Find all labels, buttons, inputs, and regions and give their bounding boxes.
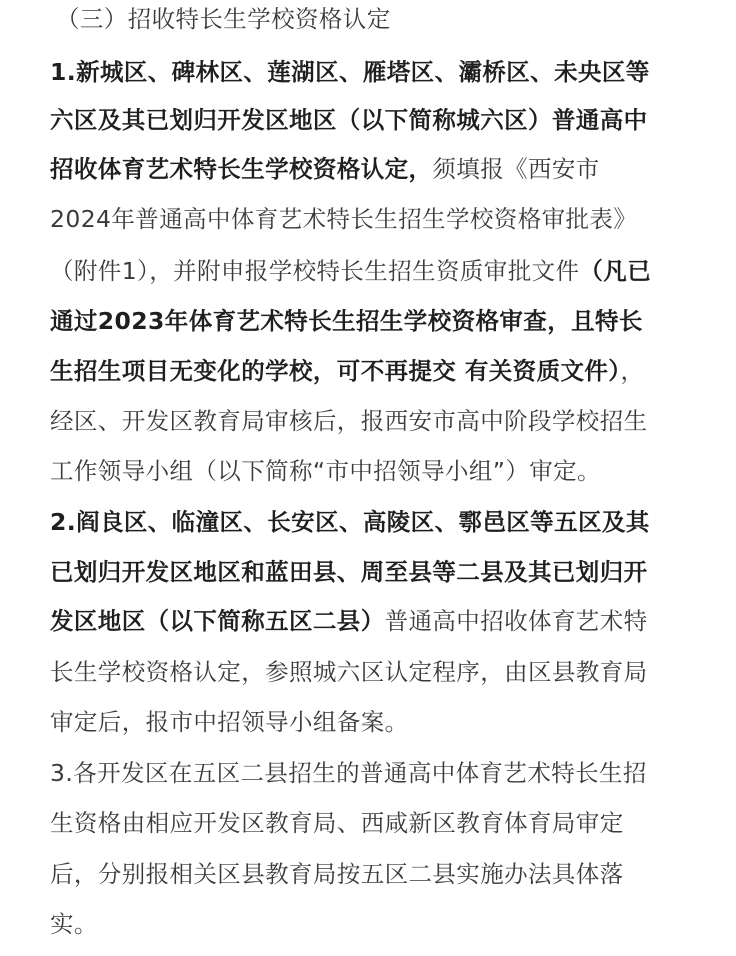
item1-line7-normal: ，: [620, 357, 645, 385]
item1-line5-bold: （凡已: [579, 257, 652, 285]
item3-line2: 生资格由相应开发区教育局、西咸新区教育体育局审定: [50, 809, 624, 837]
item2-line4: 长生学校资格认定，参照城六区认定程序，由区县教育局: [50, 658, 648, 686]
item3-line4: 实。: [50, 910, 98, 938]
item3-line3: 后，分别报相关区县教育局按五区二县实施办法具体落: [50, 860, 624, 888]
item1-line7-bold: 生招生项目无变化的学校，可不再提交 有关资质文件）: [50, 357, 621, 385]
item1-line8: 经区、开发区教育局审核后，报西安市高中阶段学校招生: [50, 407, 648, 435]
item1-line5: [50, 254, 651, 288]
item2-line3-normal: 普通高中招收体育艺术特: [384, 607, 648, 635]
item1-line3-bold: 招收体育艺术特长生学校资格认定，: [50, 155, 433, 183]
item3-line1: 3.各开发区在五区二县招生的普通高中体育艺术特长生招: [50, 759, 647, 787]
item1-line4: 2024年普通高中体育艺术特长生招生学校资格审批表》: [50, 205, 638, 233]
item1-line9: 工作领导小组（以下简称“市中招领导小组”）审定。: [50, 457, 601, 485]
item1-line3-normal: 须填报《西安市: [432, 155, 600, 183]
item1-line7: [50, 354, 644, 388]
section-heading: （三）招收特长生学校资格认定: [56, 5, 391, 33]
item2-line2: 已划归开发区地区和蓝田县、周至县等二县及其已划归开: [50, 558, 648, 586]
item2-line3-bold: 发区地区（以下简称五区二县）: [50, 607, 385, 635]
item1-line6: 通过2023年体育艺术特长生招生学校资格审查，且特长: [50, 307, 643, 335]
item2-line3: [50, 604, 648, 638]
item1-line3: [50, 152, 600, 186]
item2-line5: 审定后，报市中招领导小组备案。: [50, 708, 409, 736]
item1-line5-normal: （附件1），并附申报学校特长生招生资质审批文件: [50, 257, 580, 285]
item1-line1: 1.新城区、碑林区、莲湖区、雁塔区、灞桥区、未央区等: [50, 58, 650, 86]
item1-line2: 六区及其已划归开发区地区（以下简称城六区）普通高中: [50, 106, 648, 134]
item2-line1: 2.阎良区、临潼区、长安区、高陵区、鄠邑区等五区及其: [50, 508, 650, 536]
